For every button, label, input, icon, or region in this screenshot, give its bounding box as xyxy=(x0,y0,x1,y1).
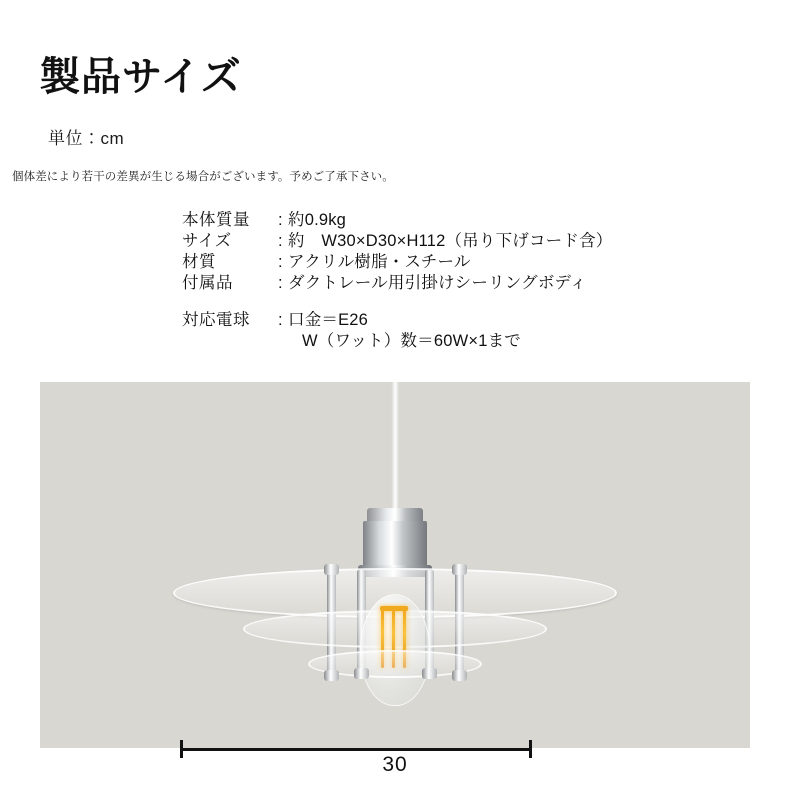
spec-value: ダクトレール用引掛けシーリングボディ xyxy=(288,274,587,292)
dimension-line xyxy=(180,748,532,751)
screw-knob xyxy=(324,670,339,681)
screw-knob xyxy=(452,564,467,575)
spec-spacer xyxy=(182,294,613,310)
spec-separator: : xyxy=(278,211,283,229)
screw-knob xyxy=(354,668,369,679)
spec-label: 材質 xyxy=(182,253,216,271)
spec-value: アクリル樹脂・スチール xyxy=(288,253,471,271)
hanging-cord xyxy=(392,382,399,512)
spec-separator: : xyxy=(278,232,283,250)
spec-label: 対応電球 xyxy=(182,311,250,329)
spec-sub-value: W（ワット）数＝60W×1まで xyxy=(302,332,521,350)
screw-knob xyxy=(452,670,467,681)
spec-separator: : xyxy=(278,253,283,271)
unit-label: 単位：cm xyxy=(48,129,125,148)
screw-knob xyxy=(324,564,339,575)
page-title: 製品サイズ xyxy=(40,55,242,99)
spec-separator: : xyxy=(278,311,283,329)
spec-row xyxy=(182,252,613,273)
spec-label: 本体質量 xyxy=(182,211,250,229)
spec-row xyxy=(182,310,613,331)
spec-value: 約0.9kg xyxy=(288,211,347,229)
spec-value: 約 W30×D30×H112（吊り下げコード含） xyxy=(288,232,613,250)
socket-body xyxy=(363,521,427,569)
specification-table xyxy=(182,210,613,352)
spec-separator: : xyxy=(278,274,283,292)
spec-label: 付属品 xyxy=(182,274,233,292)
spec-row xyxy=(182,231,613,252)
socket-cap xyxy=(367,508,423,522)
product-photo xyxy=(40,382,750,748)
screw-knob xyxy=(422,668,437,679)
spec-row xyxy=(182,273,613,294)
disclaimer-text: 個体差により若干の差異が生じる場合がございます。予めご了承下さい。 xyxy=(12,171,394,183)
spec-row xyxy=(182,210,613,231)
spec-value: 口金＝E26 xyxy=(288,311,369,329)
dimension-width-label: 30 xyxy=(382,753,408,776)
spec-label: サイズ xyxy=(182,232,232,250)
